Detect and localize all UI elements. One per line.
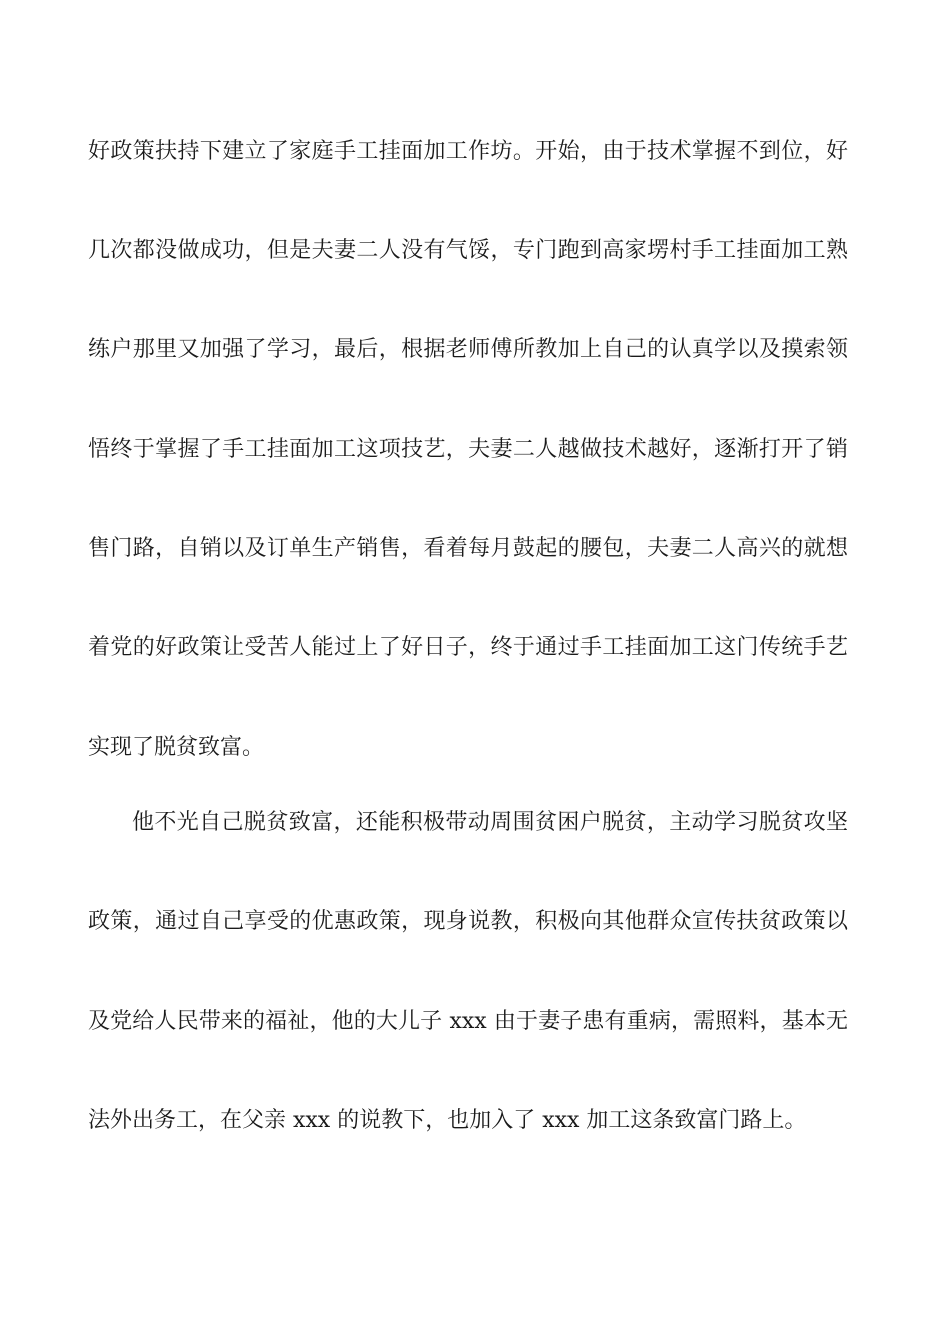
text-line: 悟终于掌握了手工挂面加工这项技艺，夫妻二人越做技术越好，逐渐打开了销 xyxy=(88,437,848,462)
text-line: 着党的好政策让受苦人能过上了好日子，终于通过手工挂面加工这门传统手艺 xyxy=(88,635,848,660)
text-line: 他不光自己脱贫致富，还能积极带动周围贫困户脱贫，主动学习脱贫攻坚 xyxy=(132,810,848,835)
text-line: 好政策扶持下建立了家庭手工挂面加工作坊。开始，由于技术掌握不到位，好 xyxy=(88,139,848,164)
text-line: 售门路，自销以及订单生产销售，看着每月鼓起的腰包，夫妻二人高兴的就想 xyxy=(88,536,848,561)
text-line: 政策，通过自己享受的优惠政策，现身说教，积极向其他群众宣传扶贫政策以 xyxy=(88,909,848,934)
text-line: 练户那里又加强了学习，最后，根据老师傅所教加上自己的认真学以及摸索领 xyxy=(88,337,848,362)
text-line: 几次都没做成功，但是夫妻二人没有气馁，专门跑到高家塄村手工挂面加工熟 xyxy=(88,238,848,263)
text-line: 实现了脱贫致富。 xyxy=(88,735,265,760)
text-line: 法外出务工，在父亲 xxx 的说教下，也加入了 xxx 加工这条致富门路上。 xyxy=(88,1108,807,1133)
text-line: 及党给人民带来的福祉，他的大儿子 xxx 由于妻子患有重病，需照料，基本无 xyxy=(88,1009,848,1034)
